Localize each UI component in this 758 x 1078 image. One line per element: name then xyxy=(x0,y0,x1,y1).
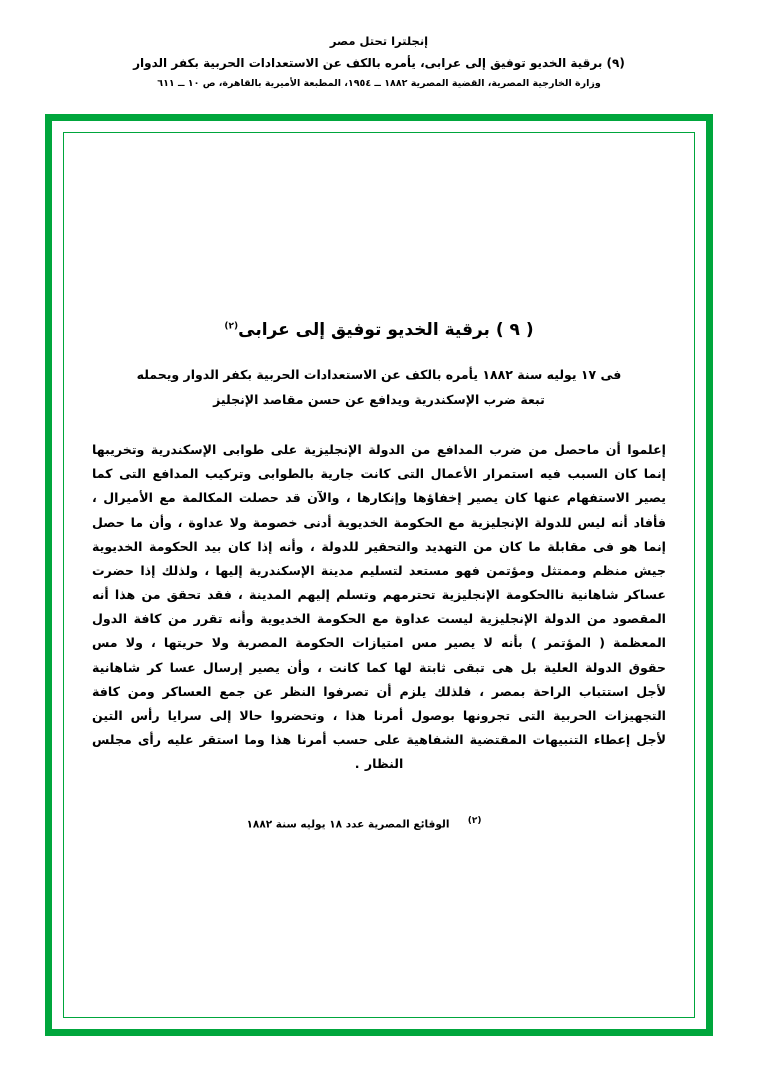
document-body-text: إعلموا أن ماحصل من ضرب المدافع من الدولة الإنجليزية على طوابى الإسكندرية وتخريبها إنما كان السبب فيه استمرار الأعمال التى كانت جارية بالطوابى وتركيب المدافع التى كما يصير الاستفهام عنها كان يصير إخفاؤها وإنكارها ، والآن قد حصلت المكالمة مع الأميرال ، فأفاد أنه ليس للدولة الإنجليزية مع الحكومة الخديوية أدنى خصومة ولا عداوة ، وأن ما حصل إنما هو فى مقابلة ما كان من التهديد والتحقير للدولة ، وأنه إذا كان بيد الحكومة الخديوية جيش منظم وممتثل ومؤتمن فهو مستعد لتسليم مدينة الإسكندرية إليها ، ولذلك إذا حضرت عساكر شاهانية ناالحكومة الإنجليزية تحترمهم وتسلم إليهم المدينة ، فقد تحقق من هذا أنه المقصود من الدولة الإنجليزية ليست عداوة مع الحكومة الخديوية وأنه تقرر من كافة الدول المعظمة ( المؤتمر ) بأنه لا يصير مس امتيازات الحكومة المصرية ولا حريتها ، ولا مس حقوق الدولة العلية بل هى تبقى ثابتة لها كما كانت ، وأن يصير إرسال عسا كر شاهانية لأجل استتباب الراحة بمصر ، فلذلك يلزم أن تصرفوا النظر عن جمع العساكر ومن كافة التجهيزات الحربية التى تجرونها بوصول أمرنا هذا ، وتحضروا حالا إلى سرايا رأس التين لأجل إعطاء التنبيهات المقتضية الشفاهية على حسب أمرنا هذا وما استقر عليه رأى مجلس النظار . xyxy=(92,442,666,772)
footnote-marker: (٢) xyxy=(467,816,482,827)
document-body-block xyxy=(92,320,666,831)
subtitle-line-2: تبعة ضرب الإسكندرية ويدافع عن حسن مقاصد الإنجليز xyxy=(213,392,545,407)
footnote-text: الوقائع المصرية عدد ١٨ يوليه سنة ١٨٨٢ xyxy=(246,818,450,831)
page-title xyxy=(92,320,666,340)
page-running-header xyxy=(0,34,758,89)
document-heading: (٩) برقية الخديو توفيق إلى عرابى، يأمره بالكف عن الاستعدادات الحربية بكفر الدوار xyxy=(133,56,625,70)
footnote xyxy=(92,816,666,831)
page-title-text: ( ٩ ) برقية الخديو توفيق إلى عرابى xyxy=(238,320,534,340)
source-citation: وزارة الخارجية المصرية، القضية المصرية ١٨٨٢ ــ ١٩٥٤، المطبعة الأميرية بالقاهرة، ص ١٠ ــ ٦١١ xyxy=(157,78,601,89)
document-subtitle xyxy=(92,362,666,412)
subtitle-line-1: فى ١٧ يوليه سنة ١٨٨٢ يأمره بالكف عن الاستعدادات الحربية بكفر الدوار ويحمله xyxy=(136,367,622,382)
title-footnote-marker: (٢) xyxy=(224,321,239,332)
running-title: إنجلترا تحتل مصر xyxy=(329,34,429,48)
